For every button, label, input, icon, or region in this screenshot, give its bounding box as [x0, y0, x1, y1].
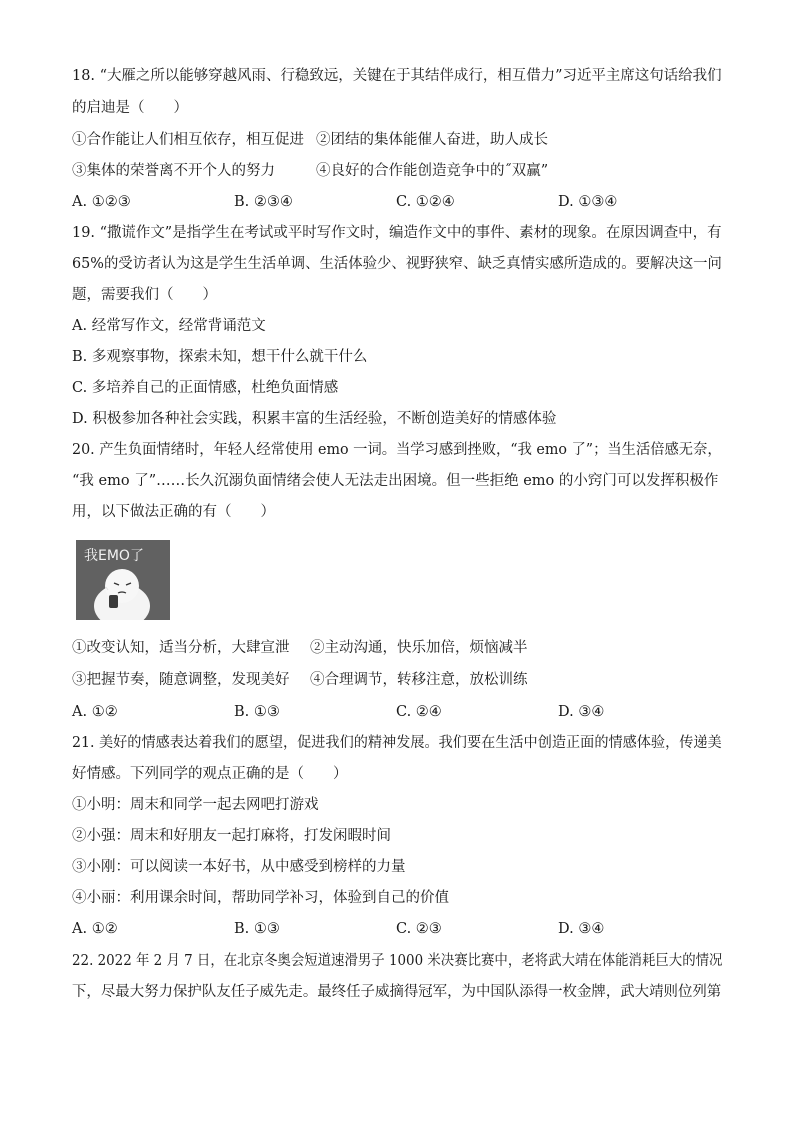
q22-stem-line1: 22. 2022 年 2 月 7 日，在北京冬奥会短道速滑男子 1000 米决赛比赛中，老将武大靖在体能消耗巨大的情况: [72, 953, 723, 969]
q20-option-c[interactable]: C. ②④: [396, 704, 442, 720]
q20-option-a[interactable]: A. ①②: [72, 704, 118, 720]
q19-stem-line1: 19. “撒谎作文”是指学生在考试或平时写作文时，编造作文中的事件、素材的现象。在原因调查中，有: [72, 225, 722, 241]
q18-statement-4: ④良好的合作能创造竞争中的˝双赢”: [316, 163, 549, 179]
q20-statement-4: ④合理调节，转移注意，放松训练: [310, 672, 528, 688]
q22-stem-line2: 下，尽最大努力保护队友任子威先走。最终任子威摘得冠军，为中国队添得一枚金牌，武大靖则位列第: [72, 984, 722, 1000]
emo-sticker-image: [76, 540, 170, 620]
q19-option-b[interactable]: B. 多观察事物，探索未知，想干什么就干什么: [72, 349, 368, 365]
q18-option-a[interactable]: A. ①②③: [72, 194, 131, 210]
q20-statement-2: ②主动沟通，快乐加倍，烦恼减半: [310, 640, 528, 656]
q21-stem-line2: 好情感。下列同学的观点正确的是（ ）: [72, 766, 348, 782]
q21-option-c[interactable]: C. ②③: [396, 921, 442, 937]
q21-option-a[interactable]: A. ①②: [72, 921, 118, 937]
q18-option-d[interactable]: D. ①③④: [558, 194, 618, 210]
q21-statement-2: ②小强：周末和好朋友一起打麻将，打发闲暇时间: [72, 828, 391, 844]
image-caption: 我EMO了: [84, 548, 144, 564]
q19-stem-line3: 题，需要我们（ ）: [72, 287, 217, 303]
q20-statement-1: ①改变认知，适当分析，大肆宣泄: [72, 640, 290, 656]
q18-statement-2: ②团结的集体能催人奋进，助人成长: [316, 132, 548, 148]
q20-stem-line1: 20. 产生负面情绪时，年轻人经常使用 emo 一词。当学习感到挫败，“我 emo 了”；当生活倍感无奈，: [72, 442, 722, 458]
q18-option-b[interactable]: B. ②③④: [234, 194, 293, 210]
q19-stem-line2: 65%的受访者认为这是学生生活单调、生活体验少、视野狭窄、缺乏真情实感所造成的。要解决这一问: [72, 256, 722, 272]
q21-statement-1: ①小明：周末和同学一起去网吧打游戏: [72, 797, 319, 813]
q21-option-d[interactable]: D. ③④: [558, 921, 605, 937]
q21-statement-4: ④小丽：利用课余时间，帮助同学补习，体验到自己的价值: [72, 890, 449, 906]
q20-stem-line3: 用，以下做法正确的有（ ）: [72, 504, 275, 520]
q21-stem-line1: 21. 美好的情感表达着我们的愿望，促进我们的精神发展。我们要在生活中创造正面的情感体验，传递美: [72, 735, 722, 751]
q21-statement-3: ③小刚：可以阅读一本好书，从中感受到榜样的力量: [72, 859, 406, 875]
q21-option-b[interactable]: B. ①③: [234, 921, 280, 937]
q18-stem-line2: 的启迪是（ ）: [72, 100, 188, 116]
q18-stem-line1: 18. “大雁之所以能够穿越风雨、行稳致远，关键在于其结伴成行，相互借力”习近平主席这句话给我们: [72, 68, 722, 84]
q19-option-d[interactable]: D. 积极参加各种社会实践，积累丰富的生活经验，不断创造美好的情感体验: [72, 411, 557, 427]
q19-option-c[interactable]: C. 多培养自己的正面情感，杜绝负面情感: [72, 380, 339, 396]
q18-option-c[interactable]: C. ①②④: [396, 194, 455, 210]
q20-option-b[interactable]: B. ①③: [234, 704, 280, 720]
q20-stem-line2: “我 emo 了”……长久沉溺负面情绪会使人无法走出困境。但一些拒绝 emo 的小窍门可以发挥积极作: [72, 473, 719, 489]
q20-option-d[interactable]: D. ③④: [558, 704, 605, 720]
q18-statement-1: ①合作能让人们相互依存，相互促进: [72, 132, 304, 148]
q18-statement-3: ③集体的荣誉离不开个人的努力: [72, 163, 275, 179]
q19-option-a[interactable]: A. 经常写作文，经常背诵范文: [72, 318, 266, 334]
q20-statement-3: ③把握节奏，随意调整，发现美好: [72, 672, 290, 688]
